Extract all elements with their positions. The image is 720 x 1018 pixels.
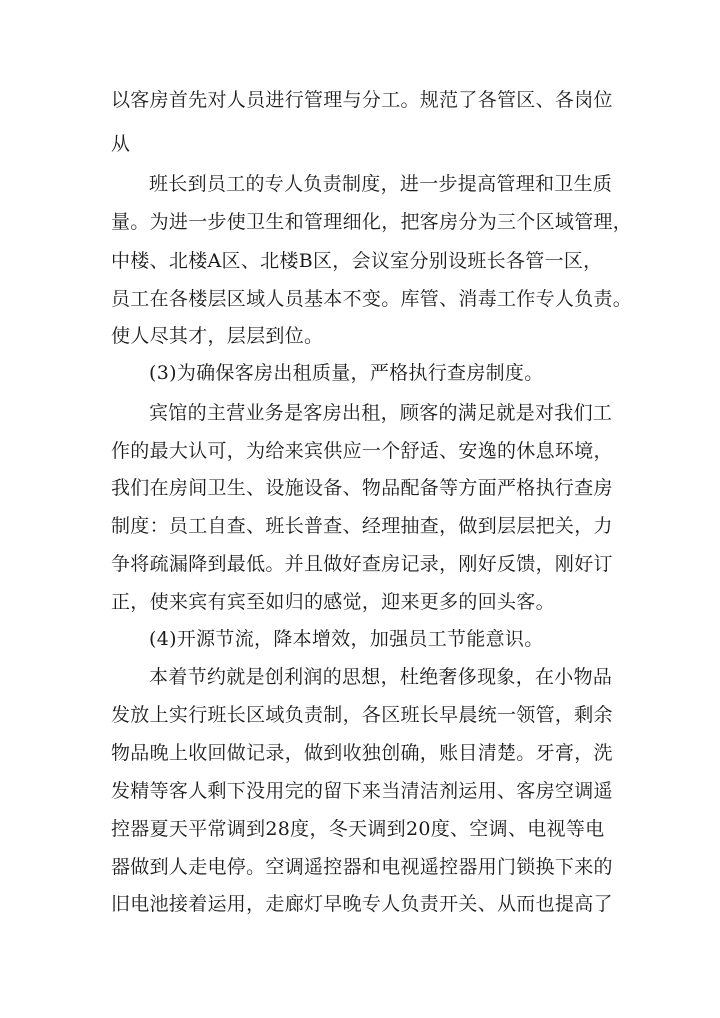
section-heading: (3)为确保客房出租质量，严格执行查房制度。 bbox=[149, 362, 544, 384]
text-line: 员工在各楼层区域人员基本不变。库管、消毒工作专人负责。 bbox=[111, 288, 633, 310]
text-line: 器做到人走电停。空调遥控器和电视遥控器用门锁换下来的 bbox=[111, 856, 613, 878]
text-line: 以客房首先对人员进行管理与分工。规范了各管区、各岗位 bbox=[111, 89, 613, 111]
text-line: 正，使来宾有宾至如归的感觉，迎来更多的回头客。 bbox=[111, 591, 555, 613]
text-line: 争将疏漏降到最低。并且做好查房记录，刚好反馈，刚好订 bbox=[111, 553, 613, 575]
text-line: 从 bbox=[111, 133, 131, 155]
text-line: 物品晚上收回做记录，做到收独创确，账目清楚。牙膏，洗 bbox=[111, 742, 613, 764]
text-line: 使人尽其才，层层到位。 bbox=[111, 325, 324, 347]
text-line: 发放上实行班长区域负责制，各区班长早晨统一领管，剩余 bbox=[111, 704, 613, 726]
text-line: 量。为进一步使卫生和管理细化，把客房分为三个区域管理， bbox=[111, 211, 633, 233]
section-heading: (4)开源节流，降本增效，加强员工节能意识。 bbox=[149, 628, 544, 650]
text-line: 本着节约就是创利润的思想，杜绝奢侈现象，在小物品 bbox=[149, 666, 613, 688]
text-line: 制度：员工自查、班长普查、经理抽查，做到层层把关，力 bbox=[111, 515, 613, 537]
text-line: 班长到员工的专人负责制度，进一步提高管理和卫生质 bbox=[149, 173, 613, 195]
text-line: 旧电池接着运用，走廊灯早晚专人负责开关、从而也提高了 bbox=[111, 893, 613, 915]
text-line: 控器夏天平常调到28度，冬天调到20度、空调、电视等电 bbox=[111, 818, 605, 840]
text-line: 宾馆的主营业务是客房出租，顾客的满足就是对我们工 bbox=[149, 402, 613, 424]
text-line: 发精等客人剩下没用完的留下来当清洁剂运用、客房空调遥 bbox=[111, 780, 613, 802]
text-line: 我们在房间卫生、设施设备、物品配备等方面严格执行查房 bbox=[111, 477, 613, 499]
text-line: 作的最大认可，为给来宾供应一个舒适、安逸的休息环境， bbox=[111, 440, 613, 462]
text-line: 中楼、北楼A区、北楼B区，会议室分别设班长各管一区， bbox=[111, 250, 603, 272]
